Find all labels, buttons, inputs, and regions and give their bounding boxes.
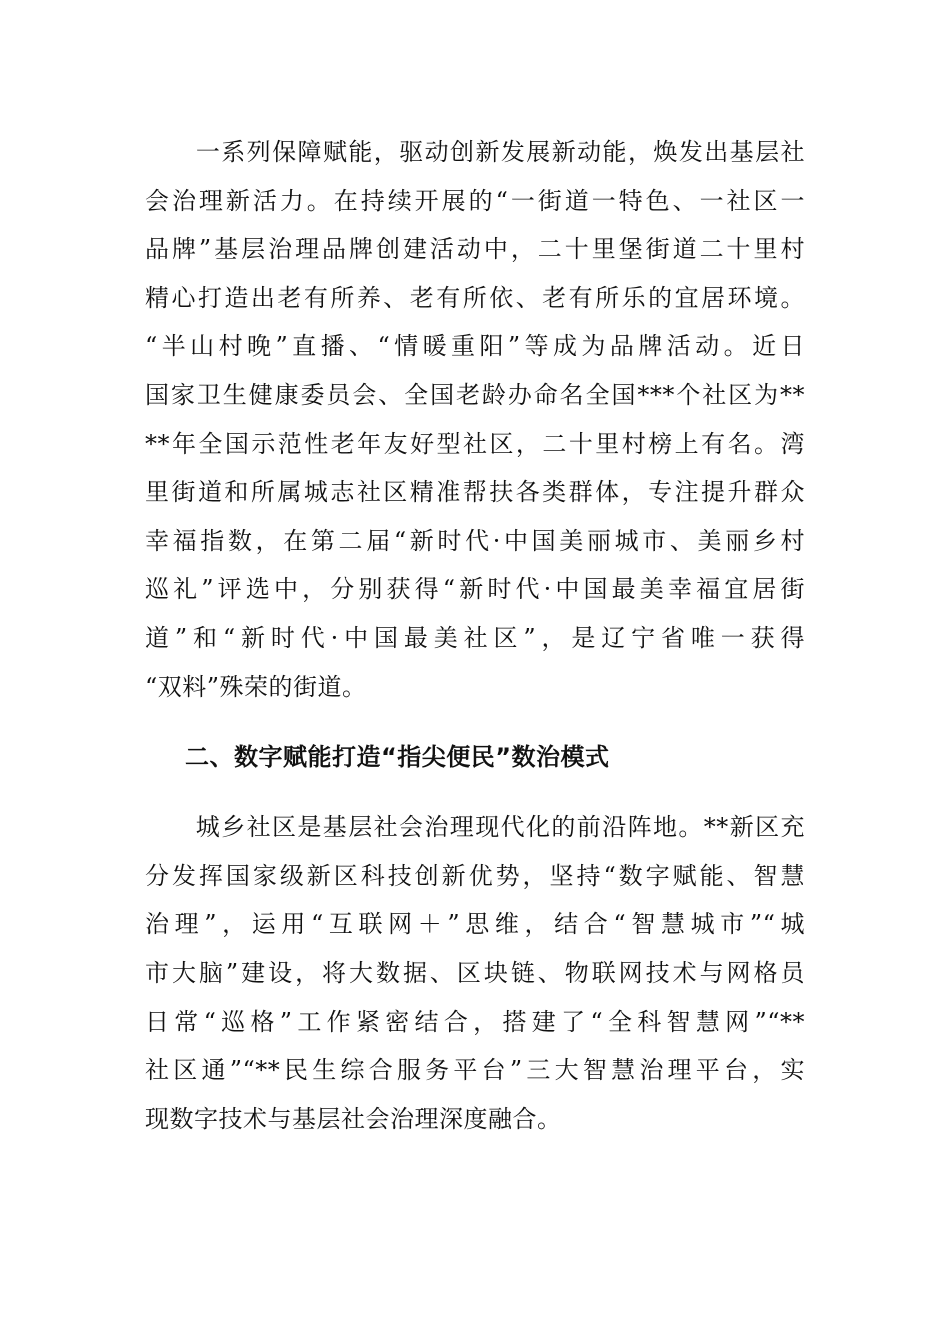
text-line: 会治理新活力。在持续开展的“一街道一特色、一社区一 [145, 186, 805, 215]
text-line: 巡礼”评选中，分别获得“新时代·中国最美幸福宜居街 [145, 575, 805, 604]
text-line: 分发挥国家级新区科技创新优势，坚持“数字赋能、智慧 [145, 861, 805, 890]
paragraph-2 [145, 803, 805, 1143]
text-line: 市大脑”建设，将大数据、区块链、物联网技术与网格员 [145, 958, 805, 987]
paragraph-1 [145, 128, 805, 711]
section-heading: 二、数字赋能打造“指尖便民”数治模式 [185, 743, 610, 772]
text-line: 里街道和所属城志社区精准帮扶各类群体，专注提升群众 [145, 478, 805, 507]
text-line: 精心打造出老有所养、老有所依、老有所乐的宜居环境。 [145, 283, 805, 312]
text-line: “半山村晚”直播、“情暖重阳”等成为品牌活动。近日 [145, 332, 805, 361]
text-line: 城乡社区是基层社会治理现代化的前沿阵地。**新区充 [145, 813, 805, 842]
text-line: 治理”，运用“互联网＋”思维，结合“智慧城市”“城 [145, 910, 805, 939]
text-line: 社区通”“**民生综合服务平台”三大智慧治理平台，实 [145, 1056, 805, 1085]
text-line: 一系列保障赋能，驱动创新发展新动能，焕发出基层社 [145, 138, 805, 166]
text-line: 幸福指数，在第二届“新时代·中国美丽城市、美丽乡村 [145, 526, 805, 555]
text-line: 现数字技术与基层社会治理深度融合。 [145, 1104, 562, 1133]
text-line: **年全国示范性老年友好型社区，二十里村榜上有名。湾 [145, 429, 805, 458]
text-line: 品牌”基层治理品牌创建活动中，二十里堡街道二十里村 [145, 235, 805, 264]
text-line: 道”和“新时代·中国最美社区”，是辽宁省唯一获得 [145, 623, 805, 652]
text-line: “双料”殊荣的街道。 [145, 672, 367, 701]
text-line: 国家卫生健康委员会、全国老龄办命名全国***个社区为** [145, 380, 805, 409]
document-page [145, 128, 805, 1143]
text-line: 日常“巡格”工作紧密结合，搭建了“全科智慧网”“** [145, 1007, 805, 1036]
